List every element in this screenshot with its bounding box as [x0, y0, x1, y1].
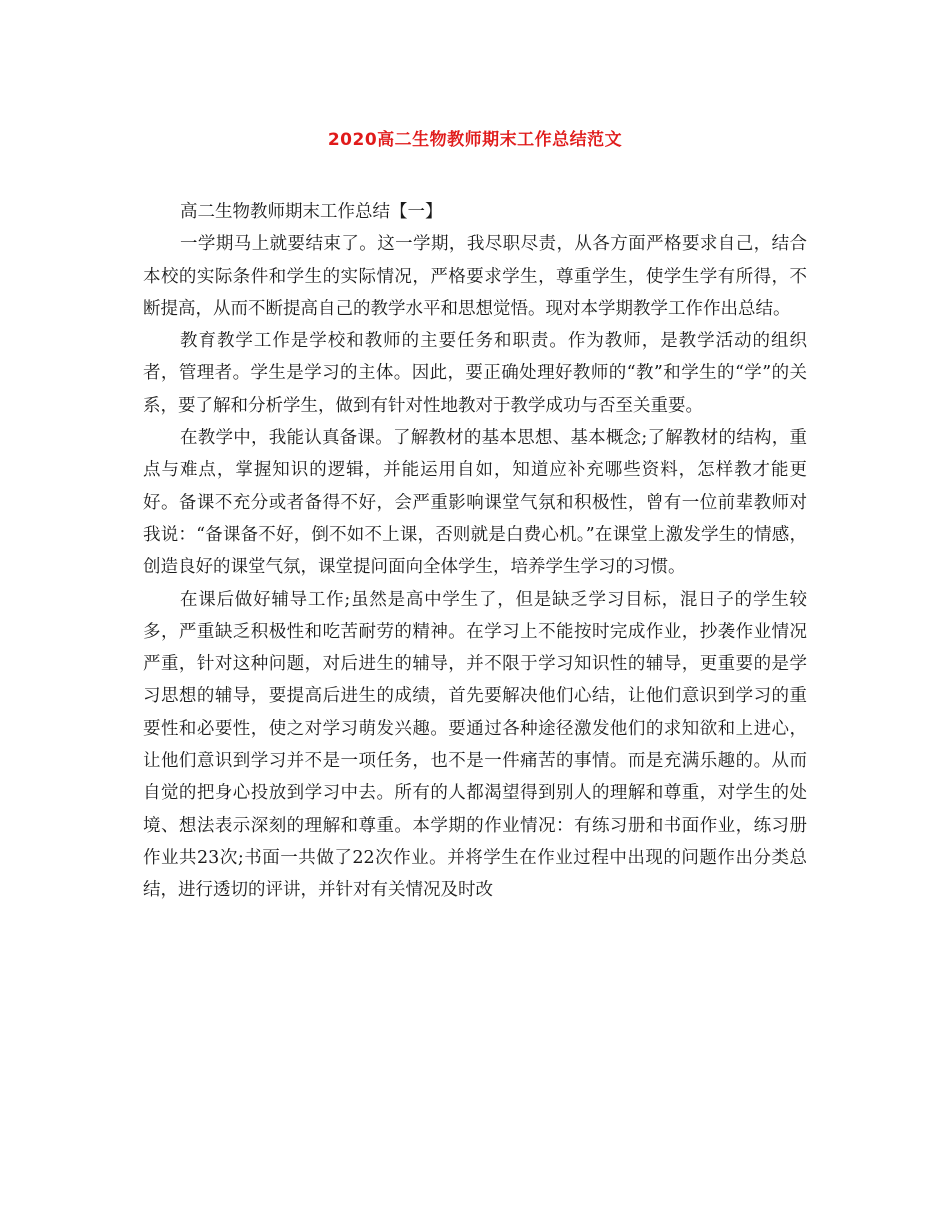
document-body	[143, 196, 807, 907]
document-title: 2020高二生物教师期末工作总结范文	[327, 130, 623, 150]
paragraph-lesson-prep: 在教学中，我能认真备课。了解教材的基本思想、基本概念;了解教材的结构，重点与难点，掌握知识的逻辑，并能运用自如，知道应补充哪些资料，怎样教才能更好。备课不充分或者备得不好，会严重影响课堂气氛和积极性，曾有一位前辈教师对我说：“备课备不好，倒不如不上课，否则就是白费心机。”在课堂上激发学生的情感，创造良好的课堂气氛，课堂提问面向全体学生，培养学生学习的习惯。	[143, 428, 807, 578]
section-heading: 高二生物教师期末工作总结【一】	[180, 202, 443, 222]
paragraph-tutoring: 在课后做好辅导工作;虽然是高中学生了，但是缺乏学习目标，混日子的学生较多，严重缺乏积极性和吃苦耐劳的精神。在学习上不能按时完成作业，抄袭作业情况严重，针对这种问题，对后进生的辅导，并不限于学习知识性的辅导，更重要的是学习思想的辅导，要提高后进生的成绩，首先要解决他们心结，让他们意识到学习的重要性和必要性，使之对学习萌发兴趣。要通过各种途径激发他们的求知欲和上进心，让他们意识到学习并不是一项任务，也不是一件痛苦的事情。而是充满乐趣的。从而自觉的把身心投放到学习中去。所有的人都渴望得到别人的理解和尊重，对学生的处境、想法表示深刻的理解和尊重。本学期的作业情况：有练习册和书面作业，练习册作业共23次;书面一共做了22次作业。并将学生在作业过程中出现的问题作出分类总结，进行透切的评讲，并针对有关情况及时改	[143, 589, 807, 901]
paragraph-teaching-duty: 教育教学工作是学校和教师的主要任务和职责。作为教师，是教学活动的组织者，管理者。学生是学习的主体。因此，要正确处理好教师的“教”和学生的“学”的关系，要了解和分析学生，做到有针对性地教对于教学成功与否至关重要。	[143, 331, 807, 416]
paragraph-intro: 一学期马上就要结束了。这一学期，我尽职尽责，从各方面严格要求自己，结合本校的实际条件和学生的实际情况，严格要求学生，尊重学生，使学生学有所得，不断提高，从而不断提高自己的教学水平和思想觉悟。现对本学期教学工作作出总结。	[143, 234, 807, 319]
